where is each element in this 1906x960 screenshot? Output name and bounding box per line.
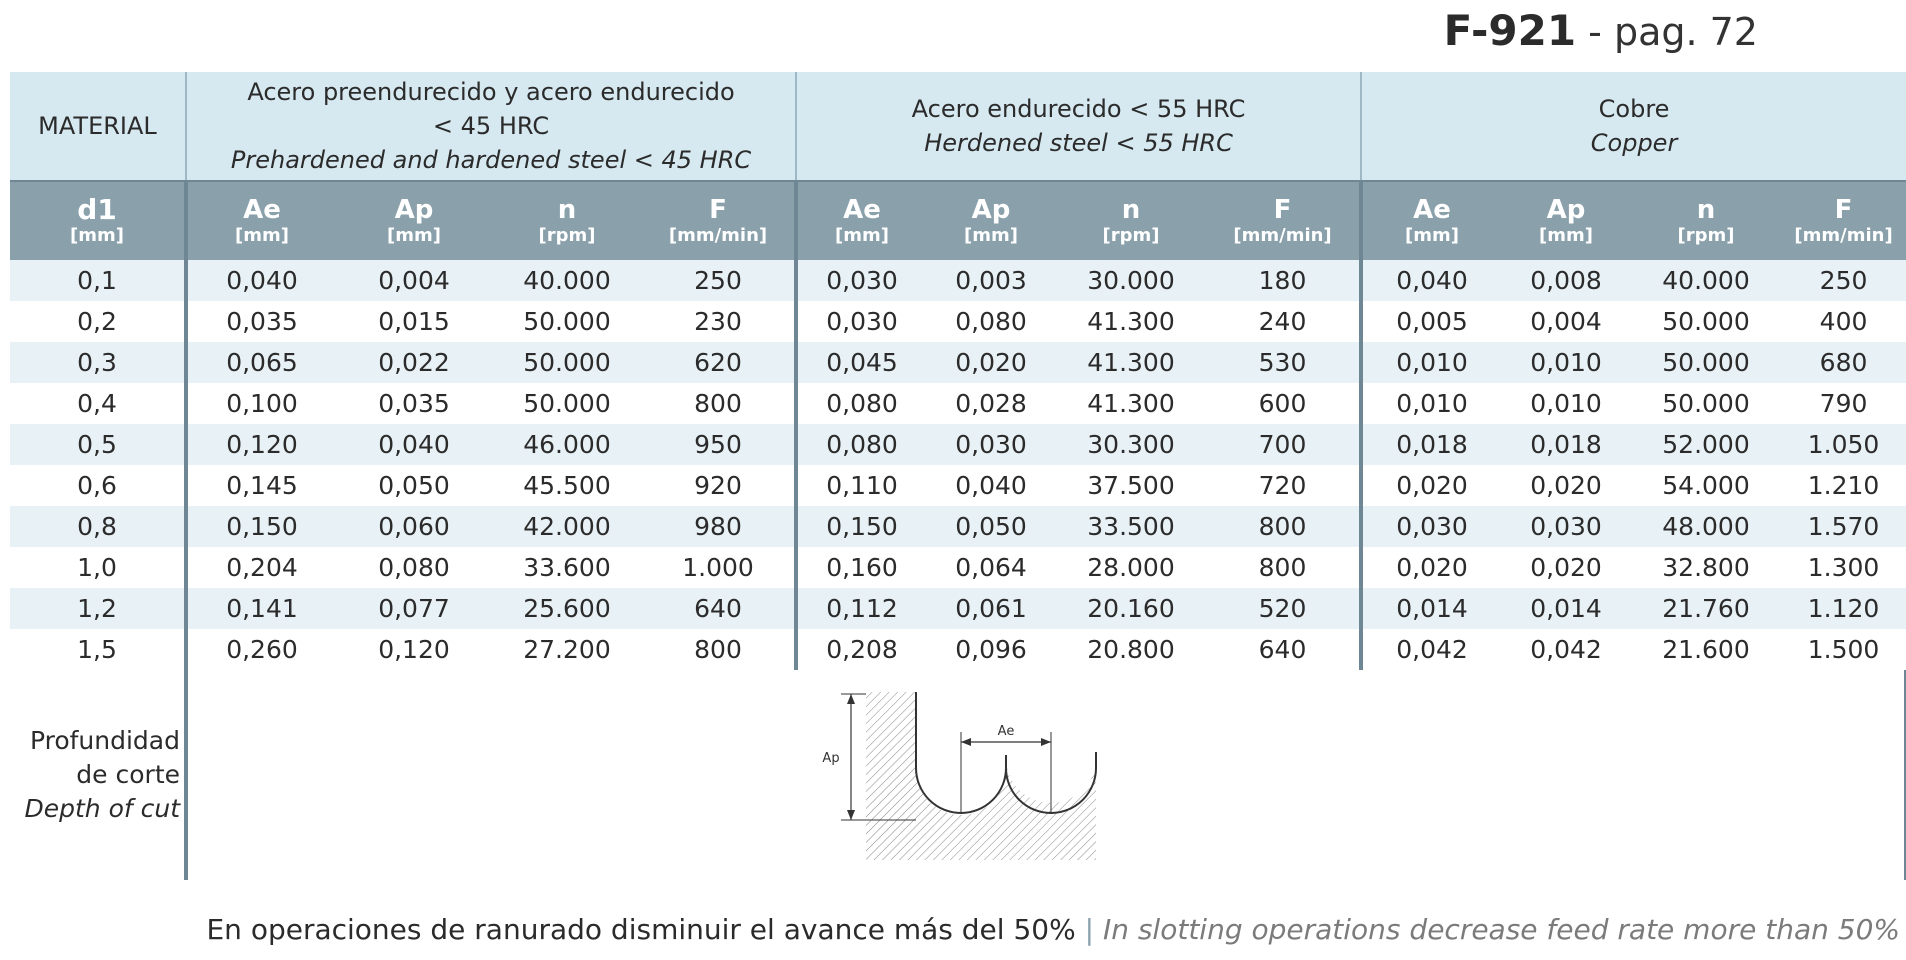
col-f: F [mm/min]	[1781, 181, 1906, 260]
table-row	[10, 506, 1906, 547]
group-title-es-line2: < 45 HRC	[432, 112, 550, 140]
depth-of-cut-label	[10, 670, 186, 880]
value-cell: 790	[1781, 383, 1906, 424]
group-hardened-steel	[796, 72, 1361, 181]
diameter-cell: 0,1	[10, 260, 186, 301]
material-header-row	[10, 72, 1906, 181]
value-cell: 0,096	[926, 629, 1056, 670]
col-ae: Ae [mm]	[1361, 181, 1501, 260]
value-cell: 0,100	[186, 383, 336, 424]
value-cell: 520	[1206, 588, 1361, 629]
value-cell: 0,020	[1361, 547, 1501, 588]
value-cell: 1.300	[1781, 547, 1906, 588]
value-cell: 0,020	[1361, 465, 1501, 506]
value-cell: 250	[642, 260, 796, 301]
value-cell: 400	[1781, 301, 1906, 342]
value-cell: 0,028	[926, 383, 1056, 424]
value-cell: 720	[1206, 465, 1361, 506]
material-label: MATERIAL	[10, 72, 186, 181]
value-cell: 0,120	[186, 424, 336, 465]
value-cell: 0,004	[336, 260, 492, 301]
value-cell: 0,110	[796, 465, 926, 506]
footnote-separator: |	[1075, 913, 1103, 946]
value-cell: 0,004	[1501, 301, 1631, 342]
col-ae: Ae [mm]	[796, 181, 926, 260]
value-cell: 600	[1206, 383, 1361, 424]
value-cell: 30.000	[1056, 260, 1206, 301]
ap-arrow-up	[847, 694, 855, 704]
value-cell: 0,145	[186, 465, 336, 506]
value-cell: 800	[1206, 506, 1361, 547]
col-ap: Ap [mm]	[336, 181, 492, 260]
value-cell: 0,065	[186, 342, 336, 383]
ap-label: Ap	[822, 751, 840, 766]
workpiece-hatching	[866, 692, 1096, 860]
value-cell: 33.600	[492, 547, 642, 588]
footnote-en: In slotting operations decrease feed rate more than 50%	[1102, 913, 1900, 946]
col-d1: d1 [mm]	[10, 181, 186, 260]
value-cell: 54.000	[1631, 465, 1781, 506]
value-cell: 0,010	[1501, 383, 1631, 424]
table-row	[10, 342, 1906, 383]
ae-label: Ae	[997, 724, 1015, 739]
value-cell: 0,080	[926, 301, 1056, 342]
value-cell: 0,080	[796, 424, 926, 465]
depth-label-es-1: Profundidad	[29, 726, 180, 755]
value-cell: 50.000	[492, 342, 642, 383]
value-cell: 0,010	[1361, 383, 1501, 424]
table-row	[10, 547, 1906, 588]
value-cell: 0,005	[1361, 301, 1501, 342]
depth-of-cut-row	[10, 670, 1906, 880]
value-cell: 52.000	[1631, 424, 1781, 465]
value-cell: 0,204	[186, 547, 336, 588]
col-n: n [rpm]	[1056, 181, 1206, 260]
value-cell: 1.570	[1781, 506, 1906, 547]
group-title-en: Copper	[1590, 129, 1678, 157]
table-row	[10, 260, 1906, 301]
value-cell: 45.500	[492, 465, 642, 506]
value-cell: 0,015	[336, 301, 492, 342]
value-cell: 0,208	[796, 629, 926, 670]
value-cell: 0,141	[186, 588, 336, 629]
value-cell: 0,080	[796, 383, 926, 424]
value-cell: 50.000	[1631, 383, 1781, 424]
value-cell: 230	[642, 301, 796, 342]
value-cell: 0,020	[1501, 465, 1631, 506]
col-ap: Ap [mm]	[926, 181, 1056, 260]
value-cell: 0,050	[926, 506, 1056, 547]
value-cell: 620	[642, 342, 796, 383]
value-cell: 0,030	[926, 424, 1056, 465]
value-cell: 0,030	[1501, 506, 1631, 547]
page-reference	[1444, 6, 1758, 55]
value-cell: 0,020	[1501, 547, 1631, 588]
value-cell: 0,010	[1501, 342, 1631, 383]
group-prehardened-steel	[186, 72, 796, 181]
value-cell: 0,060	[336, 506, 492, 547]
depth-label-en: Depth of cut	[24, 794, 180, 823]
value-cell: 21.600	[1631, 629, 1781, 670]
value-cell: 800	[642, 629, 796, 670]
value-cell: 0,042	[1361, 629, 1501, 670]
value-cell: 0,010	[1361, 342, 1501, 383]
value-cell: 250	[1781, 260, 1906, 301]
value-cell: 40.000	[492, 260, 642, 301]
value-cell: 950	[642, 424, 796, 465]
value-cell: 680	[1781, 342, 1906, 383]
ae-arrow-left	[961, 738, 971, 746]
value-cell: 0,042	[1501, 629, 1631, 670]
group-title-en: Prehardened and hardened steel < 45 HRC	[230, 146, 752, 174]
value-cell: 0,150	[796, 506, 926, 547]
value-cell: 800	[642, 383, 796, 424]
value-cell: 27.200	[492, 629, 642, 670]
value-cell: 700	[1206, 424, 1361, 465]
value-cell: 33.500	[1056, 506, 1206, 547]
value-cell: 50.000	[1631, 342, 1781, 383]
value-cell: 640	[642, 588, 796, 629]
group-title-es: Acero preendurecido y acero endurecido	[247, 78, 735, 106]
value-cell: 0,150	[186, 506, 336, 547]
value-cell: 0,045	[796, 342, 926, 383]
ap-arrow-down	[847, 810, 855, 820]
value-cell: 0,022	[336, 342, 492, 383]
diameter-cell: 0,8	[10, 506, 186, 547]
value-cell: 0,014	[1501, 588, 1631, 629]
value-cell: 0,064	[926, 547, 1056, 588]
value-cell: 0,040	[336, 424, 492, 465]
diameter-cell: 0,4	[10, 383, 186, 424]
value-cell: 50.000	[1631, 301, 1781, 342]
value-cell: 980	[642, 506, 796, 547]
value-cell: 1.120	[1781, 588, 1906, 629]
value-cell: 180	[1206, 260, 1361, 301]
diameter-cell: 0,3	[10, 342, 186, 383]
value-cell: 0,040	[1361, 260, 1501, 301]
slotting-footnote	[206, 913, 1900, 946]
value-cell: 41.300	[1056, 301, 1206, 342]
col-f: F [mm/min]	[1206, 181, 1361, 260]
diameter-cell: 0,2	[10, 301, 186, 342]
value-cell: 1.050	[1781, 424, 1906, 465]
value-cell: 0,040	[186, 260, 336, 301]
value-cell: 0,035	[336, 383, 492, 424]
value-cell: 0,035	[186, 301, 336, 342]
diameter-cell: 1,0	[10, 547, 186, 588]
table-row	[10, 383, 1906, 424]
value-cell: 0,018	[1501, 424, 1631, 465]
col-n: n [rpm]	[1631, 181, 1781, 260]
value-cell: 28.000	[1056, 547, 1206, 588]
value-cell: 32.800	[1631, 547, 1781, 588]
table-row	[10, 301, 1906, 342]
value-cell: 920	[642, 465, 796, 506]
value-cell: 0,030	[796, 260, 926, 301]
value-cell: 21.760	[1631, 588, 1781, 629]
col-ap: Ap [mm]	[1501, 181, 1631, 260]
col-n: n [rpm]	[492, 181, 642, 260]
value-cell: 0,080	[336, 547, 492, 588]
value-cell: 41.300	[1056, 342, 1206, 383]
group-title-es: Cobre	[1598, 95, 1670, 123]
depth-of-cut-diagram-cell	[186, 670, 1906, 880]
table-row	[10, 465, 1906, 506]
ae-arrow-right	[1041, 738, 1051, 746]
value-cell: 800	[1206, 547, 1361, 588]
depth-label-es-2: de corte	[76, 760, 180, 789]
value-cell: 640	[1206, 629, 1361, 670]
value-cell: 0,020	[926, 342, 1056, 383]
col-ae: Ae [mm]	[186, 181, 336, 260]
value-cell: 0,030	[796, 301, 926, 342]
page-number: - pag. 72	[1576, 10, 1758, 54]
value-cell: 50.000	[492, 383, 642, 424]
diameter-cell: 1,2	[10, 588, 186, 629]
diameter-cell: 0,6	[10, 465, 186, 506]
value-cell: 0,120	[336, 629, 492, 670]
value-cell: 0,014	[1361, 588, 1501, 629]
value-cell: 0,040	[926, 465, 1056, 506]
cutting-data-table	[10, 72, 1906, 880]
group-title-en: Herdened steel < 55 HRC	[924, 129, 1233, 157]
value-cell: 0,260	[186, 629, 336, 670]
value-cell: 20.800	[1056, 629, 1206, 670]
table-body	[10, 260, 1906, 670]
value-cell: 50.000	[492, 301, 642, 342]
depth-of-cut-diagram	[816, 680, 1116, 870]
diameter-cell: 1,5	[10, 629, 186, 670]
value-cell: 0,030	[1361, 506, 1501, 547]
value-cell: 530	[1206, 342, 1361, 383]
value-cell: 0,003	[926, 260, 1056, 301]
value-cell: 41.300	[1056, 383, 1206, 424]
col-f: F [mm/min]	[642, 181, 796, 260]
group-title-es: Acero endurecido < 55 HRC	[911, 95, 1246, 123]
value-cell: 1.210	[1781, 465, 1906, 506]
value-cell: 0,160	[796, 547, 926, 588]
value-cell: 0,018	[1361, 424, 1501, 465]
table-row	[10, 588, 1906, 629]
value-cell: 20.160	[1056, 588, 1206, 629]
table-row	[10, 629, 1906, 670]
column-header-row	[10, 181, 1906, 260]
footnote-es: En operaciones de ranurado disminuir el avance más del 50%	[206, 913, 1076, 946]
value-cell: 30.300	[1056, 424, 1206, 465]
value-cell: 46.000	[492, 424, 642, 465]
value-cell: 1.500	[1781, 629, 1906, 670]
group-copper	[1361, 72, 1906, 181]
value-cell: 40.000	[1631, 260, 1781, 301]
value-cell: 0,008	[1501, 260, 1631, 301]
value-cell: 48.000	[1631, 506, 1781, 547]
product-code: F-921	[1443, 6, 1577, 55]
value-cell: 0,061	[926, 588, 1056, 629]
value-cell: 37.500	[1056, 465, 1206, 506]
table-row	[10, 424, 1906, 465]
value-cell: 0,050	[336, 465, 492, 506]
value-cell: 0,077	[336, 588, 492, 629]
value-cell: 42.000	[492, 506, 642, 547]
value-cell: 25.600	[492, 588, 642, 629]
value-cell: 240	[1206, 301, 1361, 342]
value-cell: 0,112	[796, 588, 926, 629]
value-cell: 1.000	[642, 547, 796, 588]
diameter-cell: 0,5	[10, 424, 186, 465]
